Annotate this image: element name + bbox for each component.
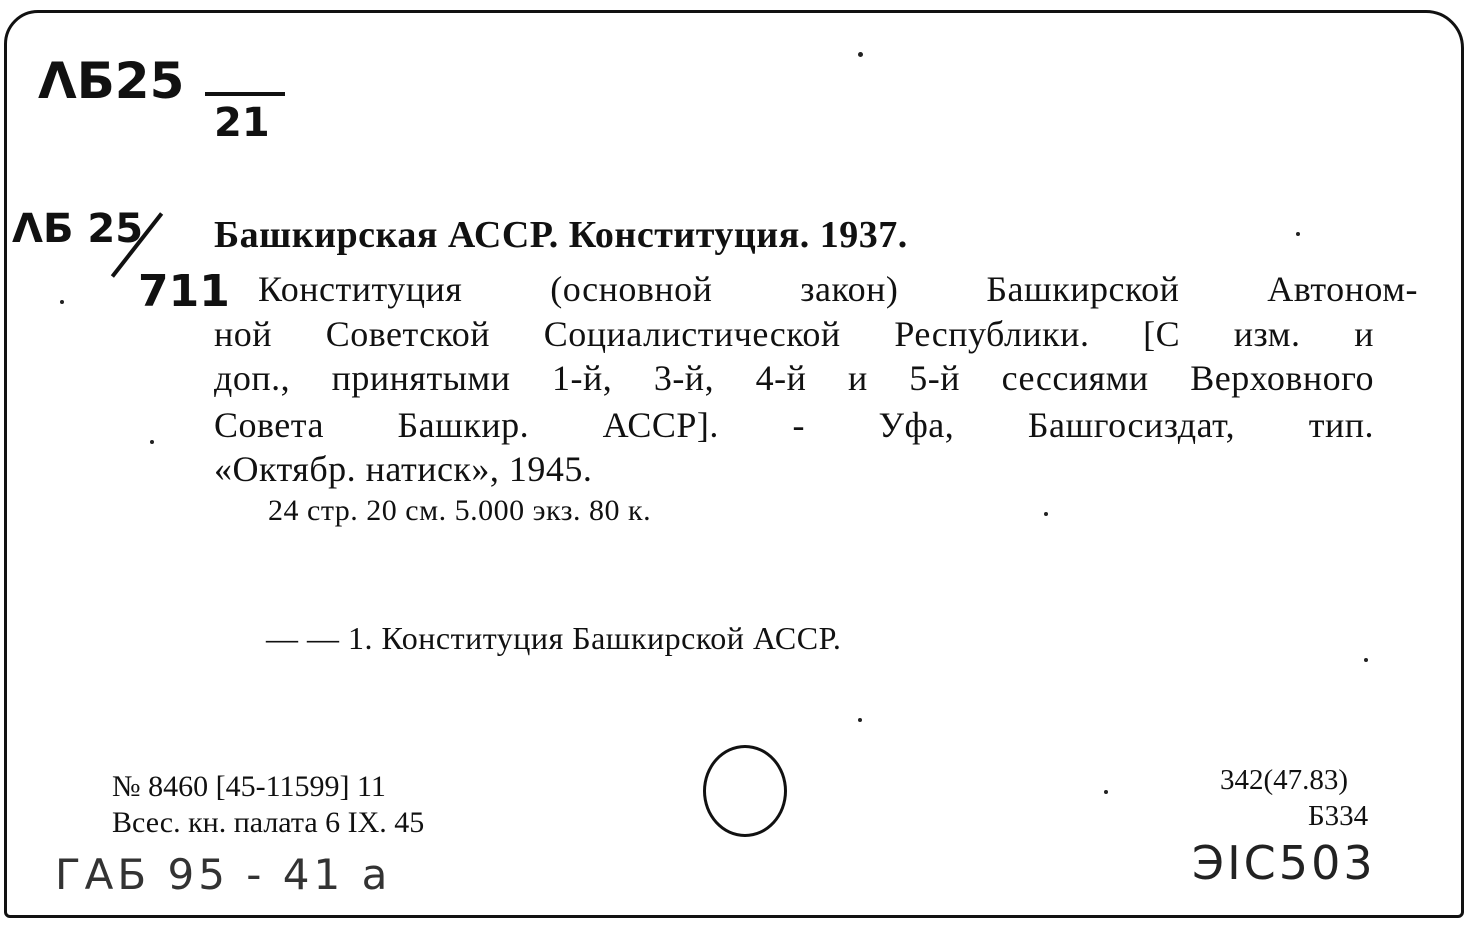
scan-speck xyxy=(1364,658,1368,662)
call-number-left-fraction: 711 xyxy=(138,266,230,317)
call-number-top-fraction: 21 xyxy=(214,100,270,146)
entry-heading: Башкирская АССР. Конституция. 1937. xyxy=(214,214,908,256)
entry-body-line-3: доп., принятыми 1-й, 3-й, 4-й и 5-й сессиями Верховного xyxy=(214,358,1374,398)
scan-speck xyxy=(858,52,863,57)
card-punch-hole xyxy=(703,745,787,837)
classification-code: 342(47.83) xyxy=(1220,764,1349,796)
call-number-left: ΛБ 25 xyxy=(12,206,144,252)
scan-speck xyxy=(1104,790,1108,794)
record-number: № 8460 [45-11599] 11 xyxy=(112,770,386,803)
stamp-bottom-right: ЭІС503 xyxy=(1192,836,1376,890)
physical-description: 24 стр. 20 см. 5.000 экз. 80 к. xyxy=(268,494,652,527)
fraction-line-top xyxy=(205,92,285,96)
call-number-top: ΛБ25 xyxy=(38,52,185,110)
scan-speck xyxy=(150,440,154,444)
stamp-bottom-left: ГАБ 95 - 41 а xyxy=(55,850,392,899)
scan-speck xyxy=(60,300,64,304)
scan-speck xyxy=(1044,512,1048,516)
entry-body-line-1: Конституция (основной закон) Башкирской Автоном- xyxy=(258,269,1418,309)
scan-speck xyxy=(1296,232,1300,236)
entry-body-line-5: «Октябр. натиск», 1945. xyxy=(214,449,593,489)
entry-body-line-2: ной Советской Социалистической Республики. [С изм. и xyxy=(214,314,1374,354)
scan-speck xyxy=(858,718,862,722)
author-mark: Б334 xyxy=(1308,800,1369,832)
entry-body-line-4: Совета Башкир. АССР]. - Уфа, Башгосиздат, тип. xyxy=(214,405,1374,445)
subject-heading: — — 1. Конституция Башкирской АССР. xyxy=(266,620,842,656)
chamber-date: Всес. кн. палата 6 IX. 45 xyxy=(112,806,425,839)
